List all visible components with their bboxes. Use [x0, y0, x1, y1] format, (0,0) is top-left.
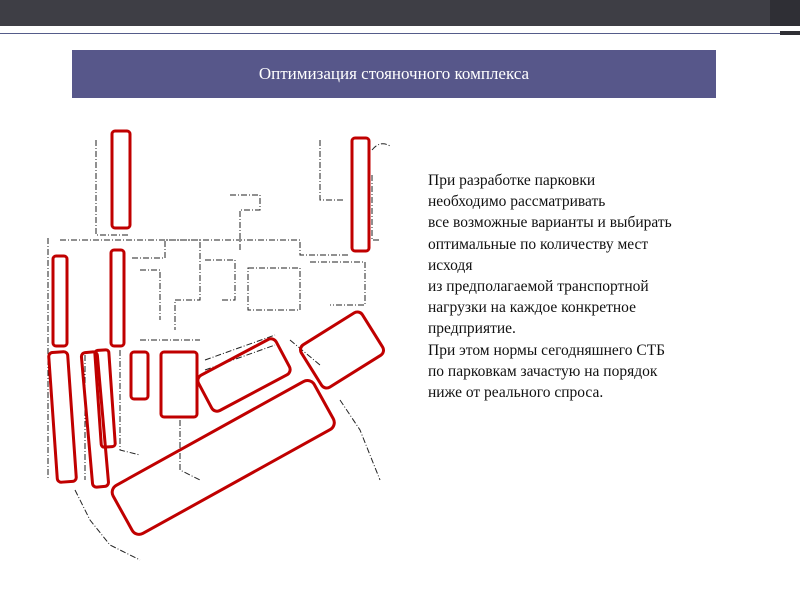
slide-title: Оптимизация стояночного комплекса	[258, 64, 530, 83]
parking-area	[352, 138, 369, 251]
body-line: При разработке парковки	[428, 172, 596, 189]
body-line: из предполагаемой транспортной	[428, 278, 649, 296]
parking-area	[196, 337, 292, 414]
plan-line	[320, 140, 345, 200]
top-rule	[0, 33, 800, 34]
plan-line	[132, 240, 200, 330]
body-text	[428, 170, 788, 403]
body-line: нагрузки на каждое конкретное	[428, 299, 637, 317]
parking-area	[131, 352, 148, 399]
parking-area	[298, 310, 386, 391]
body-line: исходя	[428, 256, 473, 274]
plan-line	[372, 144, 390, 150]
parking-area	[48, 351, 76, 482]
body-line: При этом нормы сегодняшнего СТБ	[428, 341, 666, 359]
top-rule-accent	[780, 31, 800, 35]
parking-area	[111, 250, 124, 346]
body-line: предприятие.	[428, 320, 516, 338]
plan-line	[310, 262, 365, 305]
slide-title-box	[72, 50, 716, 98]
plan-line	[205, 260, 235, 300]
body-line: необходимо рассматривать	[428, 193, 606, 211]
site-plan-diagram	[40, 120, 400, 570]
parking-area	[112, 131, 130, 228]
body-line: ниже от реального спроса.	[428, 384, 604, 402]
plan-line	[372, 175, 380, 240]
parking-areas	[48, 131, 385, 537]
plan-line	[205, 335, 275, 360]
top-band	[0, 0, 800, 26]
top-band-accent	[770, 0, 800, 26]
body-line: по парковкам зачастую на порядок	[428, 362, 658, 380]
plan-line	[230, 195, 260, 250]
plan-line	[60, 240, 350, 255]
plan-line	[340, 400, 380, 480]
parking-area	[161, 352, 197, 417]
plan-line	[140, 270, 160, 320]
parking-area	[109, 378, 337, 538]
body-line: все возможные варианты и выбирать	[428, 214, 672, 232]
plan-line	[248, 268, 300, 310]
body-line: оптимальные по количеству мест	[428, 235, 649, 253]
parking-area	[53, 256, 67, 346]
